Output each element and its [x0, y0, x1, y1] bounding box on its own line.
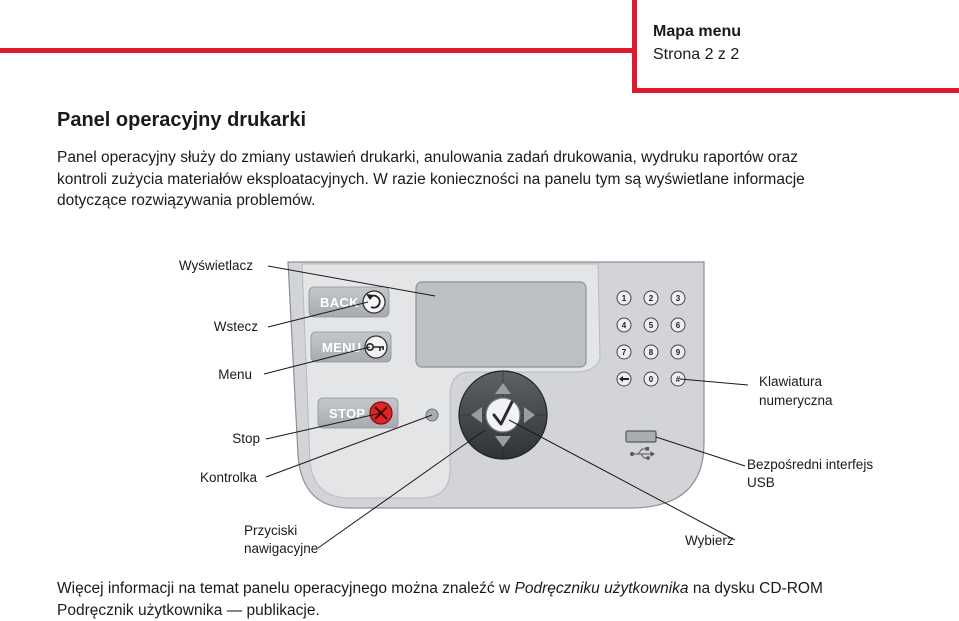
usb-port[interactable]: [626, 431, 656, 442]
intro-line-2: kontroli zużycia materiałów eksploatacyjnych. W razie konieczności na panelu tym są wyświetlane informacje: [57, 169, 917, 191]
svg-text:#: #: [676, 375, 681, 384]
callout-keypad-line-2: numeryczna: [759, 393, 833, 408]
svg-text:8: 8: [649, 348, 654, 357]
key-8[interactable]: [644, 345, 658, 359]
key-1[interactable]: [617, 291, 631, 305]
svg-text:1: 1: [622, 294, 627, 303]
key-6[interactable]: [671, 318, 685, 332]
stop-button-label: STOP: [329, 406, 365, 421]
key-5[interactable]: [644, 318, 658, 332]
key-0[interactable]: [644, 372, 658, 386]
svg-text:0: 0: [649, 375, 654, 384]
callout-menu: Menu: [218, 367, 252, 382]
svg-text:3: 3: [676, 294, 681, 303]
callout-back: Wstecz: [214, 319, 259, 334]
header-page-number: Strona 2 z 2: [653, 46, 739, 64]
callout-select: Wybierz: [685, 533, 734, 548]
svg-text:9: 9: [676, 348, 681, 357]
footer-line-1: [57, 578, 947, 600]
footer-line-2: Podręcznik użytkownika — publikacje.: [57, 600, 947, 621]
callout-nav-line-1: Przyciski: [244, 523, 297, 538]
key-9[interactable]: [671, 345, 685, 359]
key-4[interactable]: [617, 318, 631, 332]
callout-usb-line-1: Bezpośredni interfejs: [747, 457, 873, 472]
callout-usb-line-2: USB: [747, 475, 775, 490]
display-screen: [416, 282, 586, 367]
footer-text-1: Więcej informacji na temat panelu operacyjnego można znaleźć w: [57, 580, 514, 597]
callout-indicator: Kontrolka: [200, 470, 258, 485]
svg-text:2: 2: [649, 294, 654, 303]
footer-link-text: Podręczniku użytkownika: [514, 580, 688, 597]
intro-line-3: dotyczące rozwiązywania problemów.: [57, 190, 917, 212]
key-7[interactable]: [617, 345, 631, 359]
callout-stop: Stop: [232, 431, 260, 446]
svg-text:6: 6: [676, 321, 681, 330]
callout-nav-line-2: nawigacyjne: [244, 541, 318, 556]
callout-display: Wyświetlacz: [179, 258, 253, 273]
select-button[interactable]: [486, 398, 520, 432]
svg-text:5: 5: [649, 321, 654, 330]
menu-button-label: MENU: [322, 340, 361, 355]
back-button-label: BACK: [320, 295, 359, 310]
intro-line-1: Panel operacyjny służy do zmiany ustawień drukarki, anulowania zadań drukowania, wydruku raportów oraz: [57, 147, 917, 169]
key-backspace[interactable]: [617, 372, 631, 386]
svg-text:7: 7: [622, 348, 627, 357]
footer-text-2: na dysku CD-ROM: [689, 580, 823, 597]
svg-text:4: 4: [622, 321, 627, 330]
section-title: Panel operacyjny drukarki: [57, 109, 306, 132]
callout-keypad-line-1: Klawiatura: [759, 374, 823, 389]
key-3[interactable]: [671, 291, 685, 305]
key-2[interactable]: [644, 291, 658, 305]
header-title: Mapa menu: [653, 23, 741, 41]
footer-note: [57, 578, 947, 621]
